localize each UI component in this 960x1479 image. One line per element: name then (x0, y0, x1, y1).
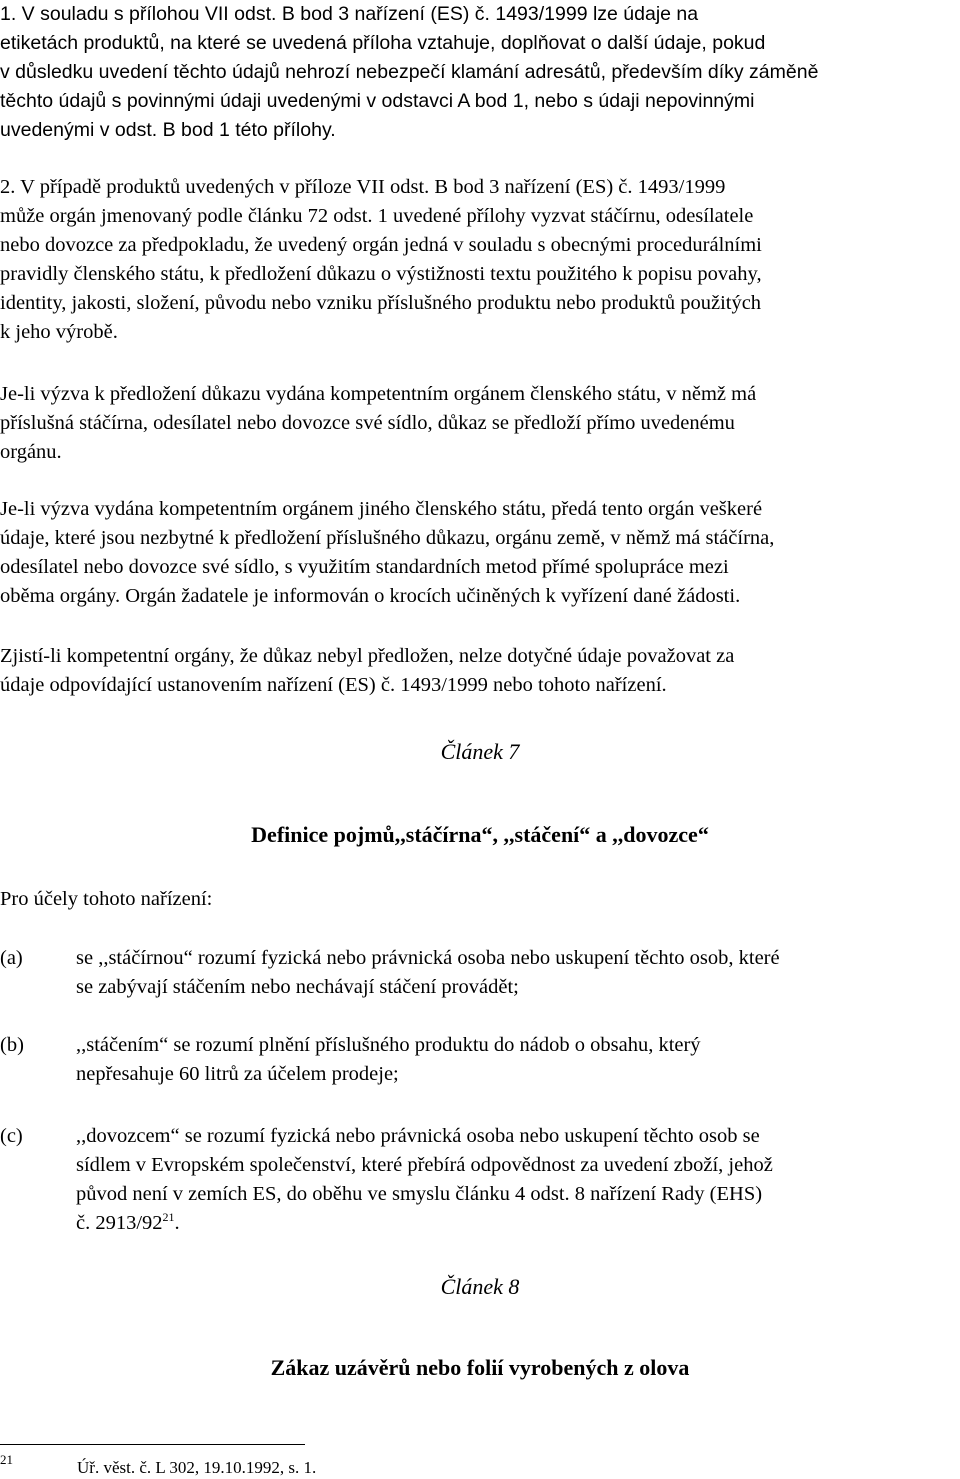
footnote-separator (0, 1444, 305, 1445)
text-line: sídlem v Evropském společenství, které přebírá odpovědnost za uvedení zboží, jehož (76, 1154, 773, 1176)
text-line: oběma orgány. Orgán žadatele je informován o krocích učiněných k vyřízení dané žádosti. (0, 585, 741, 607)
item-text (76, 1122, 960, 1238)
text-line: původ není v zemích ES, do oběhu ve smyslu článku 4 odst. 8 nařízení Rady (EHS) (76, 1183, 763, 1205)
article-7-title: Definice pojmů,,stáčírna“, ,,stáčení“ a ,,dovozce“ (251, 822, 709, 847)
text-line: Je-li výzva vydána kompetentním orgánem jiného členského státu, předá tento orgán veškeré (0, 498, 763, 520)
text-line: Je-li výzva k předložení důkazu vydána kompetentním orgánem členského státu, v němž má (0, 383, 757, 405)
paragraph-5 (0, 642, 960, 700)
text-line: nebo dovozce za předpokladu, že uvedený orgán jedná v souladu s obecnými procedurálními (0, 234, 762, 256)
text-line: se ,,stáčírnou“ rozumí fyzická nebo právnická osoba nebo uskupení těchto osob, které (76, 947, 780, 969)
paragraph-3 (0, 380, 960, 467)
article-7-number: Článek 7 (440, 739, 520, 764)
text-line: uvedenými v odst. B bod 1 této přílohy. (0, 119, 336, 141)
paragraph-1 (0, 0, 960, 145)
item-label: (a) (0, 947, 23, 969)
paragraph-4 (0, 495, 960, 611)
paragraph-2 (0, 173, 960, 347)
text-line: nepřesahuje 60 litrů za účelem prodeje; (76, 1063, 399, 1085)
definitions-intro: Pro účely tohoto nařízení: (0, 888, 213, 910)
text-line: k jeho výrobě. (0, 321, 118, 343)
text-line: ,,dovozcem“ se rozumí fyzická nebo právnická osoba nebo uskupení těchto osob se (76, 1125, 760, 1147)
text-line: se zabývají stáčením nebo nechávají stáčení provádět; (76, 976, 519, 998)
text-line: příslušná stáčírna, odesílatel nebo dovozce své sídlo, důkaz se předloží přímo uvedenému (0, 412, 735, 434)
text-line: ,,stáčením“ se rozumí plnění příslušného produktu do nádob o obsahu, který (76, 1034, 701, 1056)
text-line: identity, jakosti, složení, původu nebo vzniku příslušného produktu nebo produktů použitých (0, 292, 762, 314)
text-line: těchto údajů s povinnými údaji uvedenými v odstavci A bod 1, nebo s údaji nepovinnými (0, 90, 755, 112)
text-line: pravidly členského státu, k předložení důkazu o výstižnosti textu použitého k popisu povahy, (0, 263, 762, 285)
text-line: v důsledku uvedení těchto údajů nehrozí nebezpečí klamání adresátů, především díky záměně (0, 61, 819, 83)
text-line: 2. V případě produktů uvedených v příloze VII odst. B bod 3 nařízení (ES) č. 1493/1999 (0, 176, 726, 198)
text-line: etiketách produktů, na které se uvedená příloha vztahuje, doplňovat o další údaje, pokud (0, 32, 766, 54)
text-line: údaje odpovídající ustanovením nařízení (ES) č. 1493/1999 nebo tohoto nařízení. (0, 674, 667, 696)
article-8-title: Zákaz uzávěrů nebo folií vyrobených z olova (270, 1355, 690, 1380)
item-text (76, 1031, 960, 1089)
footnote-reference[interactable]: 21 (162, 1210, 175, 1225)
text-fragment: . (174, 1212, 180, 1234)
article-8-number: Článek 8 (440, 1274, 520, 1299)
footnote-text: Úř. věst. č. L 302, 19.10.1992, s. 1. (77, 1458, 317, 1477)
footnote-mark: 21 (0, 1452, 13, 1467)
text-fragment: č. 2913/92 (76, 1212, 163, 1234)
text-line: orgánu. (0, 441, 62, 463)
text-line: odesílatel nebo dovozce své sídlo, s využitím standardních metod přímé spolupráce mezi (0, 556, 729, 578)
item-label: (b) (0, 1034, 24, 1056)
item-text (76, 944, 960, 1002)
text-line: Zjistí-li kompetentní orgány, že důkaz nebyl předložen, nelze dotyčné údaje považovat za (0, 645, 735, 667)
item-label: (c) (0, 1125, 23, 1147)
text-line (76, 1209, 960, 1238)
text-line: údaje, které jsou nezbytné k předložení příslušného důkazu, orgánu země, v němž má stáčírna, (0, 527, 775, 549)
text-line: 1. V souladu s přílohou VII odst. B bod 3 nařízení (ES) č. 1493/1999 lze údaje na (0, 3, 699, 25)
text-line: může orgán jmenovaný podle článku 72 odst. 1 uvedené přílohy vyzvat stáčírnu, odesílatele (0, 205, 754, 227)
